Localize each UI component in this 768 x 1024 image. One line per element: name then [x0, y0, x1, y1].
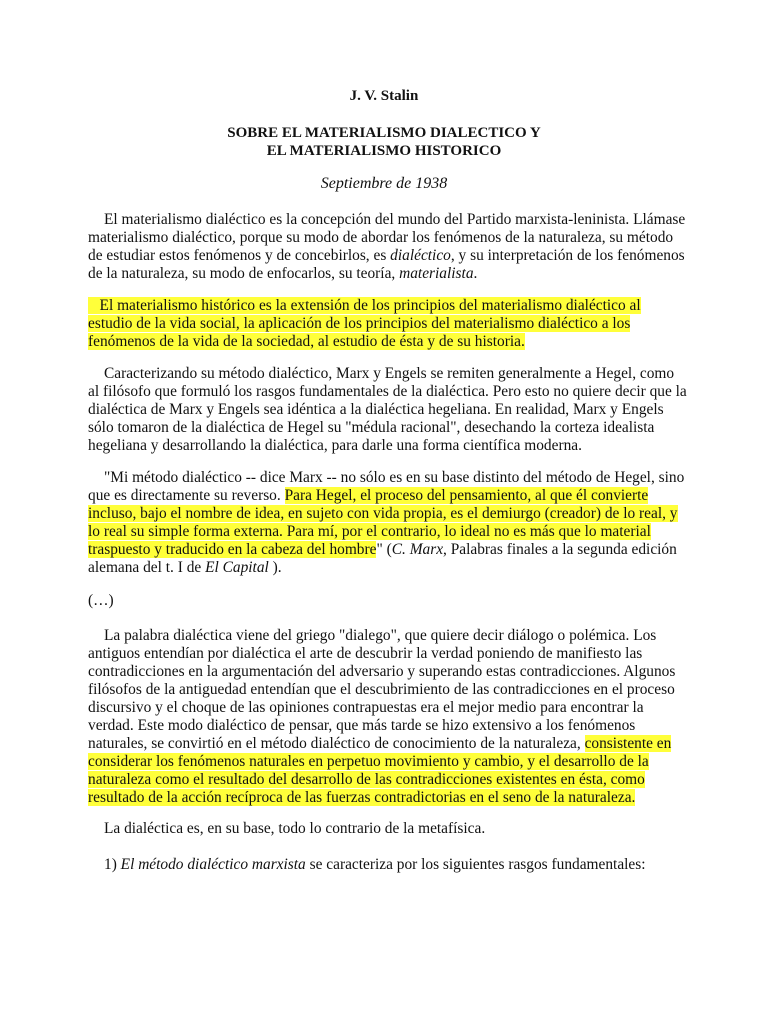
highlighted-text: El materialismo histórico es la extensión de los principios del materialismo dialéctico al [88, 297, 641, 314]
highlighted-text: traspuesto y traducido en la cabeza del hombre [88, 541, 377, 558]
text-line [88, 333, 641, 351]
text-line [88, 753, 675, 771]
text-line: naturales, se convirtió en el método dialéctico de conocimiento de la naturaleza, consistente en [88, 735, 672, 752]
paragraph-2 [88, 297, 641, 351]
title-line-1: SOBRE EL MATERIALISMO DIALECTICO Y [227, 125, 541, 141]
paragraph-4 [88, 469, 684, 577]
highlighted-text: estudio de la vida social, la aplicación de los principios del materialismo dialéctico a los [88, 315, 631, 332]
text-line [88, 297, 641, 315]
text-line: filósofos de la antiguedad entendían que el descubrimiento de las contradicciones en el proceso [88, 681, 675, 698]
text-line [88, 315, 641, 333]
text-line: al filósofo que formuló los rasgos fundamentales de la dialéctica. Pero esto no quiere decir que la [88, 383, 687, 400]
text-line: La dialéctica es, en su base, todo lo contrario de la metafísica. [104, 820, 486, 837]
text-line [88, 789, 675, 807]
text-line: antiguos entendían por dialéctica el arte de descubrir la verdad poniendo de manifiesto las [88, 645, 643, 662]
emphasis-text: C. Marx [391, 541, 444, 558]
text-line: La palabra dialéctica viene del griego "dialego", que quiere decir diálogo o polémica. Los [104, 627, 657, 644]
highlighted-text: fenómenos de la vida de la sociedad, al estudio de ésta y de su historia. [88, 333, 525, 350]
text-line: "Mi método dialéctico -- dice Marx -- no sólo es en su base distinto del método de Hegel, sino [104, 469, 685, 486]
ellipsis-marker: (…) [88, 592, 114, 609]
text-line: discursivo y el choque de las opiniones contrapuestas era el mejor medio para encontrar la [88, 699, 644, 716]
paragraph-3 [88, 365, 687, 455]
paragraph-7 [88, 856, 646, 874]
highlighted-text: lo real su simple forma externa. Para mí, por el contrario, lo ideal no es más que lo material [88, 523, 651, 540]
emphasis-text: El método dialéctico marxista [120, 856, 306, 873]
paragraph-5 [88, 627, 675, 807]
text-line: 1) El método dialéctico marxista se caracteriza por los siguientes rasgos fundamentales: [104, 856, 646, 873]
document-title [0, 124, 768, 160]
text-line: sólo tomaron de la dialéctica de Hegel su "médula racional", desechando la corteza idealista [88, 419, 655, 436]
text-line: El materialismo dialéctico es la concepción del mundo del Partido marxista-leninista. Llámase [104, 211, 686, 228]
text-line: verdad. Este modo dialéctico de pensar, que más tarde se hizo extensivo a los fenómenos [88, 717, 636, 734]
text-line: de estudiar estos fenómenos y de concebirlos, es dialéctico, y su interpretación de los fenómenos [88, 247, 685, 264]
document-date: Septiembre de 1938 [320, 175, 448, 192]
title-line-2: EL MATERIALISMO HISTORICO [266, 143, 502, 159]
text-line [88, 523, 684, 541]
text-line: alemana del t. I de El Capital ). [88, 559, 282, 576]
text-line: de la naturaleza, su modo de enfocarlos, su teoría, materialista. [88, 265, 478, 282]
text-line: traspuesto y traducido en la cabeza del hombre" (C. Marx, Palabras finales a la segunda edición [88, 541, 677, 558]
highlighted-text: resultado de la acción recíproca de las fuerzas contradictorias en el seno de la naturaleza. [88, 789, 636, 806]
text-line: dialéctica de Marx y Engels sea idéntica a la dialéctica hegeliana. En realidad, Marx y Engels [88, 401, 664, 418]
author-name: J. V. Stalin [349, 88, 419, 104]
text-line: hegeliana y desarrollando la dialéctica, para darle una forma científica moderna. [88, 437, 582, 454]
highlighted-text: Para Hegel, el proceso del pensamiento, al que él convierte [284, 487, 649, 504]
highlighted-text: considerar los fenómenos naturales en perpetuo movimiento y cambio, y el desarrollo de la [88, 753, 649, 770]
highlighted-text: incluso, bajo el nombre de idea, en sujeto con vida propia, es el demiurgo (creador) de lo real, y [88, 505, 678, 522]
paragraph-1 [88, 211, 685, 283]
text-line: que es directamente su reverso. Para Hegel, el proceso del pensamiento, al que él convierte [88, 487, 649, 504]
highlighted-text: naturaleza como el resultado del desarrollo de las contradicciones existentes en ésta, como [88, 771, 645, 788]
text-line: materialismo dialéctico, porque su modo de abordar los fenómenos de la naturaleza, su método [88, 229, 674, 246]
emphasis-text: materialista [399, 265, 474, 282]
highlighted-text: consistente en [584, 735, 672, 752]
text-line: contradicciones en la argumentación del adversario y superando estas contradicciones. Algunos [88, 663, 676, 680]
text-line [88, 771, 675, 789]
text-line: Caracterizando su método dialéctico, Marx y Engels se remiten generalmente a Hegel, como [104, 365, 675, 382]
text-line [88, 505, 684, 523]
emphasis-text: El Capital [205, 559, 269, 576]
paragraph-6 [88, 820, 485, 838]
emphasis-text: dialéctico [390, 247, 451, 264]
